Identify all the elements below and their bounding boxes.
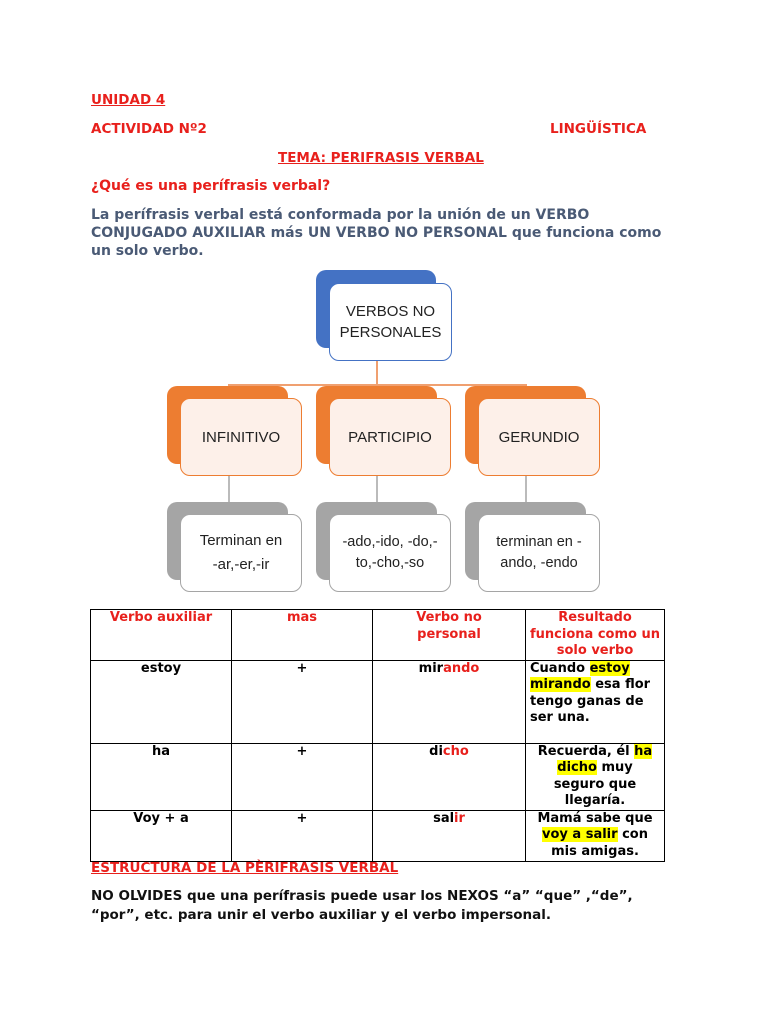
result-pre: Cuando	[530, 660, 590, 676]
ending-gerundio-line2: ando, -endo	[500, 555, 578, 571]
ending-gerundio-line1: terminan en -	[496, 534, 582, 550]
table-row	[91, 743, 665, 810]
question-heading: ¿Qué es una perífrasis verbal?	[91, 178, 331, 194]
result-cell	[526, 810, 665, 861]
periphrasis-table	[90, 609, 665, 862]
aux-cell: estoy	[91, 660, 232, 743]
definition-paragraph: La perífrasis verbal está conformada por la unión de un VERBO CONJUGADO AUXILIAR más UN VERBO NO PERSONAL que funciona como un solo verbo.	[91, 207, 662, 259]
nexos-note: NO OLVIDES que una perífrasis puede usar los NEXOS “a” “que” ,“de”, “por”, etc. para unir el verbo auxiliar y el verbo impersonal.	[91, 888, 633, 923]
result-highlight: ha dicho	[557, 743, 653, 775]
ending-infinitivo-line1: Terminan en	[199, 532, 283, 549]
verb-stem: di	[429, 743, 443, 759]
connector-gerundio	[525, 476, 527, 502]
result-pre: Recuerda, él	[537, 743, 635, 759]
result-highlight: estoy mirando	[530, 660, 630, 692]
result-post: muy seguro que llegaría.	[553, 760, 637, 808]
verb-ending: cho	[442, 743, 469, 759]
connector-infinitivo	[228, 476, 230, 502]
activity-label: ACTIVIDAD Nº2	[91, 121, 207, 137]
verb-cell	[373, 660, 526, 743]
verb-cell	[373, 810, 526, 861]
result-post: con mis amigas.	[551, 827, 648, 859]
header-cell-auxiliar: Verbo auxiliar	[91, 610, 232, 661]
ending-infinitivo-line2: -ar,-er,-ir	[212, 556, 270, 573]
result-cell	[526, 743, 665, 810]
ending-participio-line2: to,-cho,-so	[355, 555, 425, 571]
ending-participio-line1: -ado,-ido, -do,-	[342, 534, 438, 550]
plus-cell: +	[232, 660, 373, 743]
root-node	[329, 283, 452, 361]
result-cell	[526, 660, 665, 743]
aux-cell: Voy + a	[91, 810, 232, 861]
participio-node	[329, 398, 451, 476]
topic-title: TEMA: PERIFRASIS VERBAL	[278, 150, 484, 166]
infinitivo-label: INFINITIVO	[201, 428, 281, 446]
plus-cell: +	[232, 810, 373, 861]
table-header-row	[91, 610, 665, 661]
ending-participio	[329, 514, 451, 592]
root-node-line1: VERBOS NO	[345, 303, 436, 320]
verb-ending: ando	[443, 660, 480, 676]
structure-heading: ESTRUCTURA DE LA PÈRIFRASIS VERBAL	[91, 860, 399, 876]
subject-label: LINGÜÍSTICA	[550, 121, 647, 137]
header-cell-no-personal: Verbo no personal	[373, 610, 526, 661]
table-row	[91, 660, 665, 743]
verb-cell	[373, 743, 526, 810]
plus-cell: +	[232, 743, 373, 810]
ending-gerundio	[478, 514, 600, 592]
verb-ending: ir	[454, 810, 465, 826]
infinitivo-node	[180, 398, 302, 476]
gerundio-node	[478, 398, 600, 476]
participio-label: PARTICIPIO	[348, 428, 432, 446]
connector-participio	[376, 476, 378, 502]
ending-infinitivo	[180, 514, 302, 592]
header-cell-mas: mas	[232, 610, 373, 661]
result-highlight: voy a salir	[542, 827, 618, 842]
verb-stem: sal	[433, 810, 455, 826]
result-pre: Mamá sabe que	[537, 810, 653, 826]
table-row	[91, 810, 665, 861]
verb-stem: mir	[418, 660, 444, 676]
aux-cell: ha	[91, 743, 232, 810]
result-post: esa flor tengo ganas de ser una.	[530, 677, 651, 725]
gerundio-label: GERUNDIO	[498, 428, 580, 446]
unit-label: UNIDAD 4	[91, 92, 166, 108]
root-node-line2: PERSONALES	[339, 324, 442, 341]
connector-root	[376, 361, 378, 385]
header-cell-resultado: Resultado funciona como un solo verbo	[526, 610, 665, 661]
